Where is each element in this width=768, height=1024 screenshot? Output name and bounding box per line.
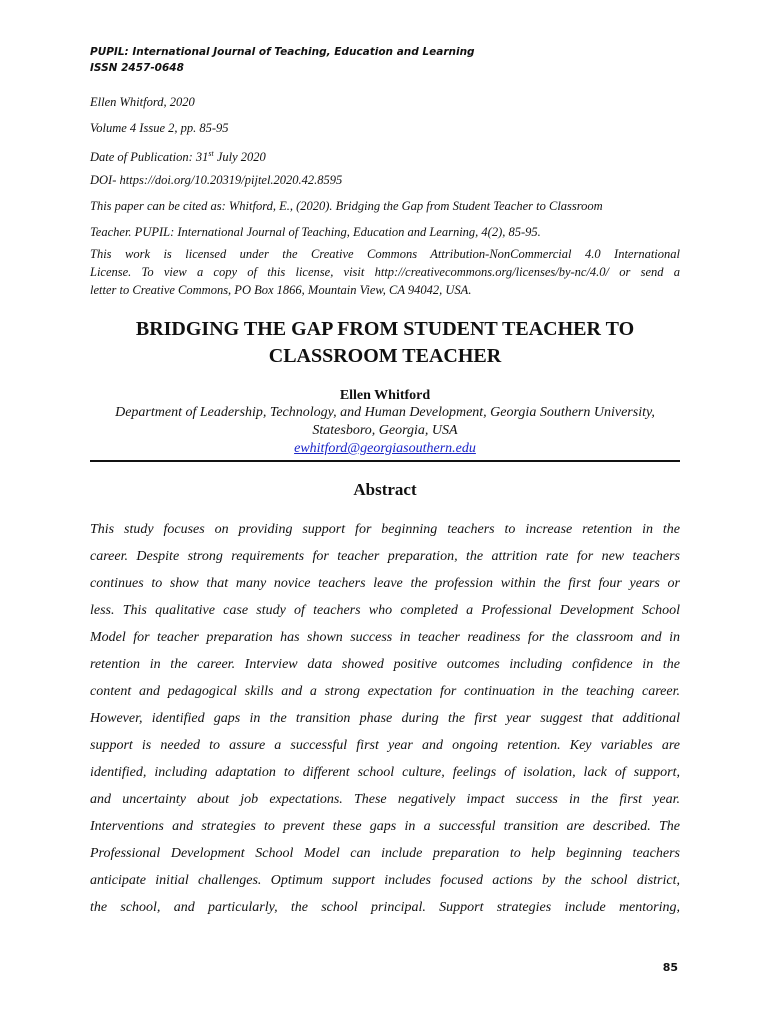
abstract-body — [90, 516, 680, 921]
license-notice — [90, 245, 680, 299]
affiliation-line-2: Statesboro, Georgia, USA — [312, 423, 458, 438]
abstract-line: Professional Development School Model can include preparation to help beginning teachers — [90, 846, 680, 861]
page-number: 85 — [662, 961, 678, 974]
abstract-heading: Abstract — [353, 480, 417, 499]
abstract-line: However, identified gaps in the transition phase during the first year suggest that additional — [90, 711, 680, 726]
doi-line[interactable]: DOI- https://doi.org/10.20319/pijtel.2020.42.8595 — [90, 173, 343, 187]
author-email-link[interactable]: ewhitford@georgiasouthern.edu — [294, 441, 476, 456]
license-line-1: This work is licensed under the Creative Commons Attribution-NonCommercial 4.0 International — [90, 247, 680, 261]
abstract-line: continues to show that many novice teachers leave the profession within the first four years or — [90, 576, 680, 591]
author-year: Ellen Whitford, 2020 — [90, 95, 195, 109]
abstract-line: identified, including adaptation to different school culture, feelings of isolation, lack of support, — [90, 765, 680, 780]
abstract-line: content and pedagogical skills and a strong expectation for continuation in the teaching career. — [90, 684, 680, 699]
publication-date — [90, 144, 680, 170]
publication-date-prefix: Date of Publication: 31 — [90, 150, 209, 165]
paper-title-line-2: CLASSROOM TEACHER — [268, 345, 502, 367]
citation-line-2: Teacher. PUPIL: International Journal of Teaching, Education and Learning, 4(2), 85-95. — [90, 225, 541, 239]
paper-title — [90, 316, 680, 370]
author-affiliation — [82, 404, 688, 440]
abstract-line: anticipate initial challenges. Optimum support includes focused actions by the school district, — [90, 873, 680, 888]
article-metadata — [90, 92, 680, 299]
abstract-line: Model for teacher preparation has shown success in teacher readiness for the classroom and in — [90, 630, 680, 645]
journal-name: PUPIL: International Journal of Teaching, Education and Learning — [90, 46, 475, 58]
publication-date-suffix: July 2020 — [213, 150, 266, 165]
citation-line-1: This paper can be cited as: Whitford, E., (2020). Bridging the Gap from Student Teacher to Classroom — [90, 199, 603, 213]
abstract-line: This study focuses on providing support for beginning teachers to increase retention in the — [90, 522, 680, 537]
abstract-line: less. This qualitative case study of teachers who completed a Professional Development School — [90, 603, 680, 618]
journal-header — [90, 44, 690, 76]
header-divider — [90, 460, 680, 462]
author-name: Ellen Whitford — [339, 388, 431, 403]
license-line-2[interactable]: License. To view a copy of this license, visit http://creativecommons.org/licenses/by-nc/4.0/ or send a — [90, 265, 680, 279]
license-line-3: letter to Creative Commons, PO Box 1866, Mountain View, CA 94042, USA. — [90, 283, 472, 297]
author-email — [90, 440, 680, 458]
journal-issn: ISSN 2457-0648 — [90, 62, 184, 74]
abstract-line: retention in the career. Interview data showed positive outcomes including confidence in the — [90, 657, 680, 672]
abstract-line: Interventions and strategies to prevent these gaps in a successful transition are described. The — [90, 819, 680, 834]
volume-info: Volume 4 Issue 2, pp. 85-95 — [90, 121, 229, 135]
abstract-line: support is needed to assure a successful first year and ongoing retention. Key variables are — [90, 738, 680, 753]
paper-title-line-1: BRIDGING THE GAP FROM STUDENT TEACHER TO — [135, 318, 635, 340]
abstract-line: and uncertainty about job expectations. These negatively impact success in the first year. — [90, 792, 680, 807]
abstract-line: career. Despite strong requirements for teacher preparation, the attrition rate for new teachers — [90, 549, 680, 564]
abstract-line: the school, and particularly, the school principal. Support strategies include mentoring, — [90, 900, 680, 915]
affiliation-line-1: Department of Leadership, Technology, and Human Development, Georgia Southern University, — [115, 405, 655, 420]
publication-date-sup: st — [208, 149, 214, 158]
